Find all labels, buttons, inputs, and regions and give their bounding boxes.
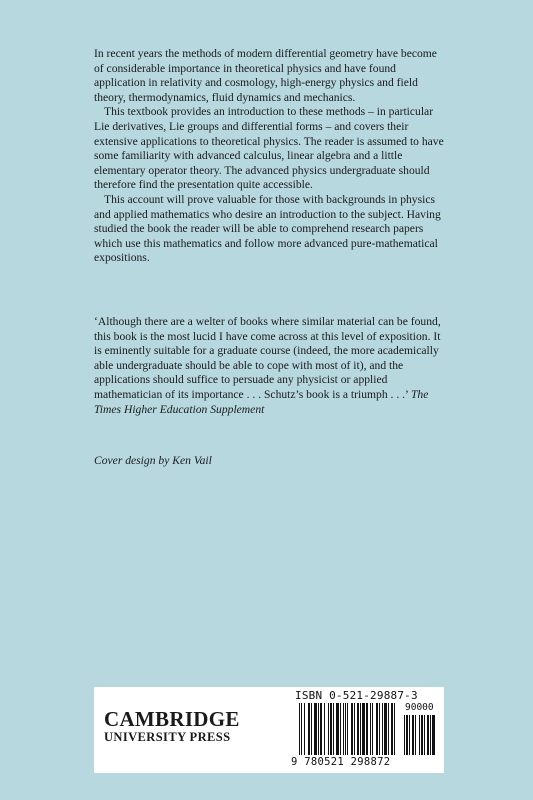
cover-design-credit: Cover design by Ken Vail <box>94 454 212 467</box>
barcode-panel <box>94 687 444 773</box>
review-quote <box>94 315 446 417</box>
blurb-paragraph: In recent years the methods of modern differential geometry have become of considerable importance in theoretical physics and have found application in relativity and cosmology, high-energy physics and field theory, thermodynamics, fluid dynamics and mechanics. <box>94 47 437 104</box>
blurb-paragraph: This textbook provides an introduction to these methods – in particular Lie derivatives, Lie groups and differential forms – and covers their extensive applications to theoretical physics. The reader is assumed to have some familiarity with advanced calculus, linear algebra and a little elementary operator theory. The advanced physics undergraduate should therefore find the presentation quite accessible. <box>94 105 444 192</box>
review-text: ‘Although there are a welter of books where similar material can be found, this book is the most lucid I have come across at this level of exposition. It is eminently suitable for a graduate course (indeed, the more academically able undergraduate should be able to cope with most of it), and the applications should suffice to persuade any physicist or applied mathematician of its importance . . . Schutz’s book is a triumph . . .’ <box>94 315 441 401</box>
ean-barcode <box>299 703 399 755</box>
publisher-name: CAMBRIDGE <box>104 707 240 731</box>
publisher-logo <box>104 708 240 745</box>
publisher-press: UNIVERSITY PRESS <box>104 730 231 744</box>
price-addon-digits: 90000 <box>405 702 434 713</box>
blurb-paragraph: This account will prove valuable for those with backgrounds in physics and applied mathematics who desire an introduction to the subject. Having studied the book the reader will be able to comprehend research papers which use this mathematics and follow more advanced pure-mathematical expositions. <box>94 192 441 265</box>
review-source: The Times Higher Education Supplement <box>94 387 429 416</box>
blurb <box>94 47 446 266</box>
price-addon-barcode <box>404 715 440 755</box>
isbn-text: ISBN 0-521-29887-3 <box>295 689 418 702</box>
ean-digits: 9 780521 298872 <box>291 756 391 768</box>
